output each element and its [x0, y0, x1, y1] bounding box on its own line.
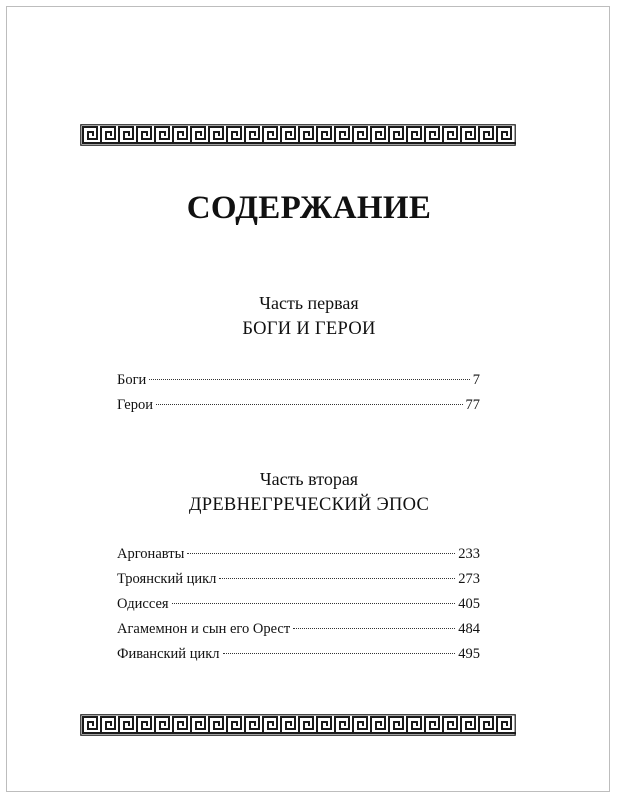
toc-entry-page: 233 — [458, 546, 480, 562]
toc-entry-name: Троянский цикл — [117, 571, 217, 587]
page-title: СОДЕРЖАНИЕ — [186, 190, 432, 226]
toc-entry-page: 7 — [472, 372, 480, 388]
part-two-label: Часть вторая — [259, 469, 359, 489]
toc-entry-page: 77 — [465, 397, 480, 413]
toc-entry[interactable] — [117, 370, 480, 395]
dot-leader — [293, 628, 455, 629]
part-two-entries — [117, 544, 480, 669]
toc-entry[interactable] — [117, 619, 480, 644]
part-one-entries — [117, 370, 480, 420]
toc-entry-name: Одиссея — [117, 596, 169, 612]
dot-leader — [172, 603, 456, 604]
part-one-label: Часть первая — [259, 293, 359, 313]
part-two-title: ДРЕВНЕГРЕЧЕСКИЙ ЭПОС — [188, 495, 430, 515]
toc-entry-page: 405 — [458, 596, 480, 612]
greek-key-border-icon — [80, 714, 516, 736]
toc-entry[interactable] — [117, 594, 480, 619]
toc-entry-page: 273 — [458, 571, 480, 587]
toc-entry-page: 495 — [458, 646, 480, 662]
dot-leader — [156, 404, 463, 405]
greek-key-border-icon — [80, 124, 516, 146]
toc-entry-name: Боги — [117, 372, 147, 388]
toc-entry-name: Фиванский цикл — [117, 646, 220, 662]
toc-entry-name: Герои — [117, 397, 153, 413]
dot-leader — [223, 653, 456, 654]
dot-leader — [219, 578, 455, 579]
toc-entry[interactable] — [117, 395, 480, 420]
part-one-title: БОГИ И ГЕРОИ — [242, 319, 376, 339]
toc-entry-name: Аргонавты — [117, 546, 185, 562]
toc-entry-page: 484 — [458, 621, 480, 637]
dot-leader — [149, 379, 469, 380]
toc-entry[interactable] — [117, 544, 480, 569]
toc-entry[interactable] — [117, 569, 480, 594]
toc-entry[interactable] — [117, 644, 480, 669]
toc-entry-name: Агамемнон и сын его Орест — [117, 621, 291, 637]
dot-leader — [187, 553, 455, 554]
